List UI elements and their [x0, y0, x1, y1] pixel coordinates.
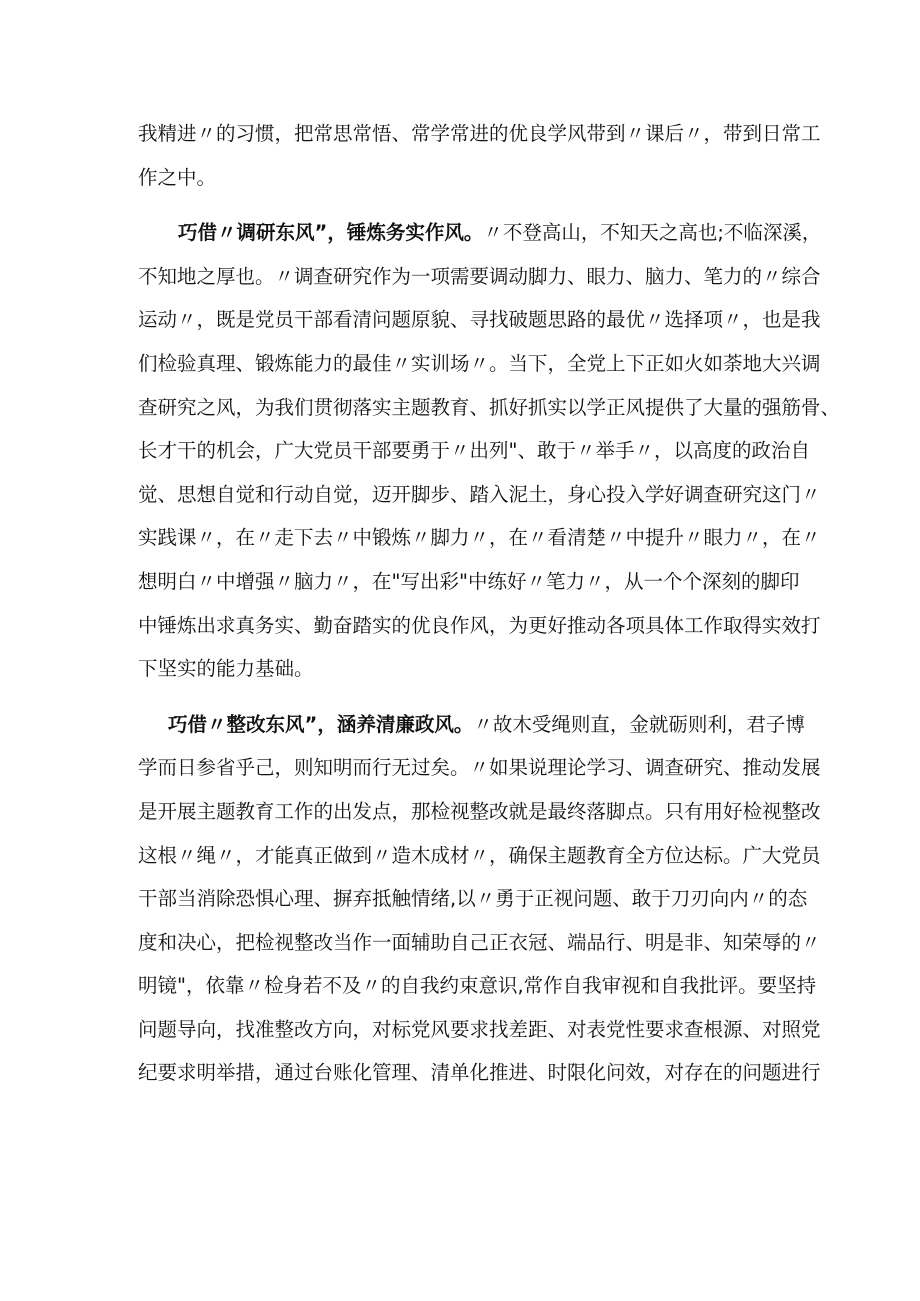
text-line: 觉、思想自觉和行动自觉，迈开脚步、踏入泥土，身心投入学好调查研究这门〃	[138, 482, 821, 506]
text-line: 是开展主题教育工作的出发点，那检视整改就是最终落脚点。只有用好检视整改	[138, 799, 821, 823]
text-line: 实践课〃，在〃走下去〃中锻炼〃脚力〃，在〃看清楚〃中提升〃眼力〃，在〃	[138, 526, 821, 550]
text-line: 问题导向，找准整改方向，对标党风要求找差距、对表党性要求查根源、对照党	[138, 1017, 821, 1041]
paragraph-2	[138, 211, 841, 691]
text-line: 运动〃，既是党员干部看清问题原貌、寻找破题思路的最优〃选择项〃，也是我	[138, 308, 821, 332]
text-line: 中锤炼出求真务实、勤奋踏实的优良作风，为更好推动各项具体工作取得实效打	[138, 613, 821, 637]
text-line: 明镜"，依靠〃检身若不及〃的自我约束意识,常作自我审视和自我批评。要坚持	[138, 974, 817, 998]
document-page	[138, 112, 841, 1095]
paragraph-3	[138, 703, 821, 1095]
paragraph-heading: 巧借〃调研东风”，锤炼务实作风。	[178, 221, 484, 245]
text-line: 干部当消除恐惧心理、摒弃抵触情绪,以〃勇于正视问题、敢于刀刃向内〃的态	[138, 887, 808, 911]
text-line: 度和决心，把检视整改当作一面辅助自己正衣冠、端品行、明是非、知荣辱的〃	[138, 930, 821, 954]
text-line: 不知地之厚也。〃调查研究作为一项需要调动脚力、眼力、脑力、笔力的〃综合	[138, 264, 821, 288]
text-line: 作之中。	[138, 165, 217, 189]
text-line: 我精进〃的习惯，把常思常悟、常学常进的优良学风带到〃课后〃，带到日常工	[138, 122, 821, 145]
text-line: 长才干的机会，广大党员干部要勇于〃出列"、敢于〃举手〃，以高度的政治自	[138, 439, 810, 463]
text-line: 下坚实的能力基础。	[138, 657, 314, 681]
text-line: 这根〃绳〃，才能真正做到〃造木成材〃，确保主题教育全方位达标。广大党员	[138, 843, 821, 867]
text-line: 纪要求明举措，通过台账化管理、清单化推进、时限化问效，对存在的问题进行	[138, 1061, 821, 1085]
text-line: 巧借〃调研东风”，锤炼务实作风。〃不登高山，不知天之高也;不临深溪，	[138, 211, 790, 255]
text-line: 查研究之风，为我们贯彻落实主题教育、抓好抓实以学正风提供了大量的强筋骨、	[138, 395, 841, 419]
paragraph-1	[138, 112, 821, 199]
text-line: 想明白〃中增强〃脑力〃，在"写出彩"中练好〃笔力〃，从一个个深刻的脚印	[138, 569, 800, 593]
text-line: 们检验真理、锻炼能力的最佳〃实训场〃。当下，全党上下正如火如荼地大兴调	[138, 351, 821, 375]
text-line: 学而日参省乎己，则知明而行无过矣。〃如果说理论学习、调查研究、推动发展	[138, 756, 821, 780]
paragraph-heading: 巧借〃整改东风”，涵养清廉政风。	[168, 712, 474, 736]
text-line: 巧借〃整改东风”，涵养清廉政风。〃故木受绳则直，金就砺则利，君子博	[138, 703, 790, 747]
